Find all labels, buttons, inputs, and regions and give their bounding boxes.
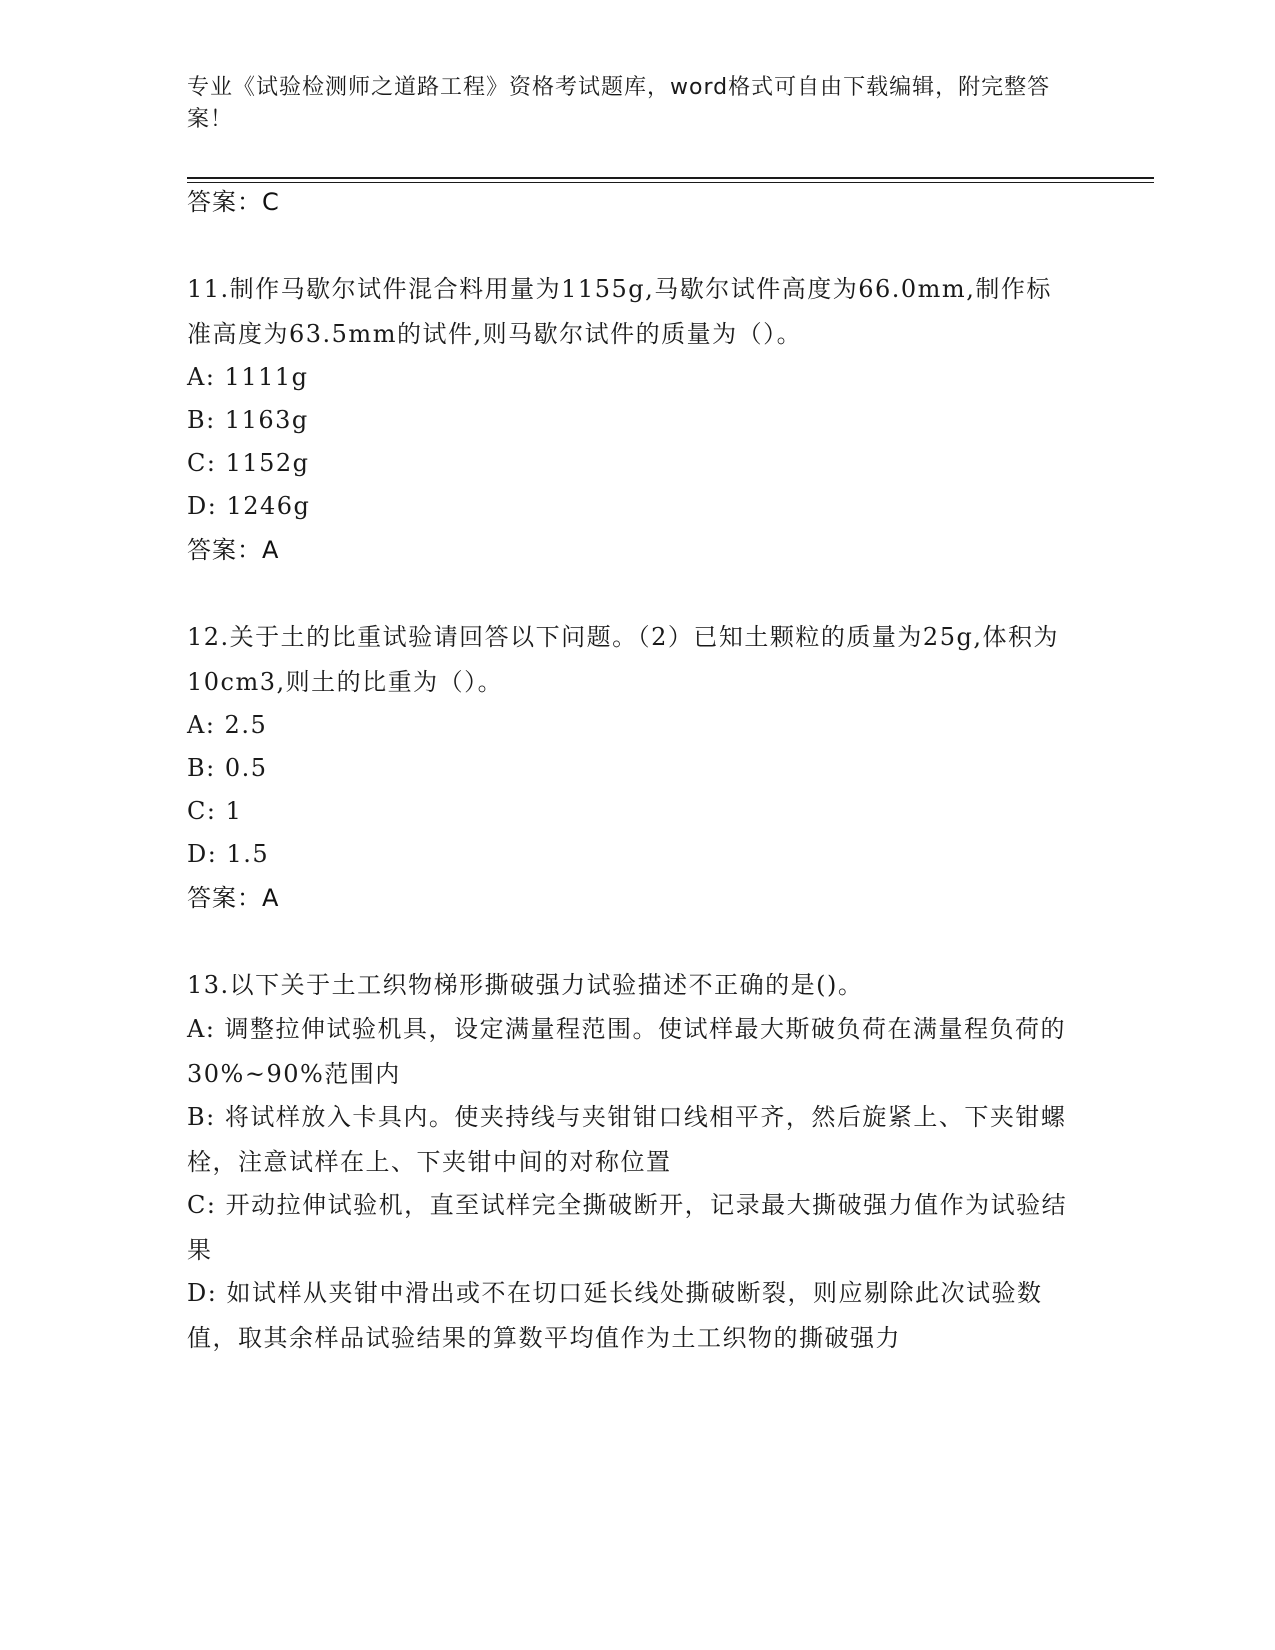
question-13-option-d: D: 如试样从夹钳中滑出或不在切口延长线处撕破断裂，则应剔除此次试验数值，取其余样品试验结果的算数平均值作为土工织物的撕破强力	[187, 1279, 1043, 1352]
question-13-text: 13.以下关于土工织物梯形撕破强力试验描述不正确的是()。	[187, 971, 864, 999]
question-12-option-d: D: 1.5	[187, 840, 270, 868]
header-divider-thin	[187, 182, 1154, 183]
question-12-option-c: C: 1	[187, 797, 243, 825]
header-divider	[187, 177, 1154, 179]
question-11-option-d: D: 1246g	[187, 492, 311, 520]
question-13-option-b: B: 将试样放入卡具内。使夹持线与夹钳钳口线相平齐，然后旋紧上、下夹钳螺栓，注意试样在上、下夹钳中间的对称位置	[187, 1103, 1067, 1176]
question-12-answer: 答案：A	[187, 884, 280, 912]
question-11-answer: 答案：A	[187, 536, 280, 564]
question-13-option-a: A: 调整拉伸试验机具，设定满量程范围。使试样最大斯破负荷在满量程负荷的30%~90%范围内	[187, 1015, 1067, 1088]
question-12-text: 12.关于土的比重试验请回答以下问题。（2）已知土颗粒的质量为25g,体积为10cm3,则土的比重为（）。	[187, 623, 1059, 696]
question-11-option-c: C: 1152g	[187, 449, 310, 477]
question-11-option-a: A: 1111g	[187, 363, 309, 391]
question-13-option-c: C: 开动拉伸试验机，直至试样完全撕破断开，记录最大撕破强力值作为试验结果	[187, 1191, 1068, 1264]
question-11-option-b: B: 1163g	[187, 406, 309, 434]
header-note: 专业《试验检测师之道路工程》资格考试题库，word格式可自由下载编辑，附完整答案！	[187, 75, 1051, 132]
question-11-text: 11.制作马歇尔试件混合料用量为1155g,马歇尔试件高度为66.0mm,制作标准高度为63.5mm的试件,则马歇尔试件的质量为（）。	[187, 275, 1052, 348]
answer-label: 答案：C	[187, 188, 280, 216]
question-12-option-a: A: 2.5	[187, 711, 268, 739]
question-12-option-b: B: 0.5	[187, 754, 268, 782]
